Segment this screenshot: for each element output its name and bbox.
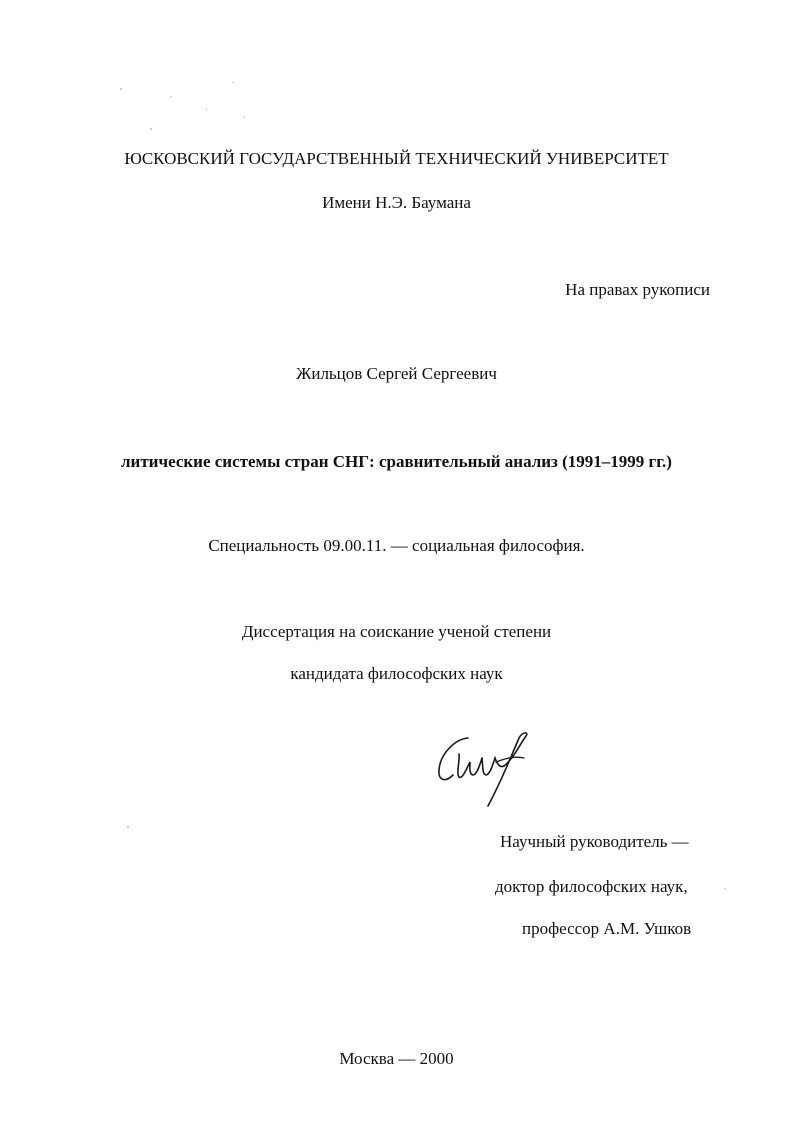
city-year: Москва — 2000 (339, 1049, 454, 1068)
scan-speck (120, 88, 122, 90)
rights-note: На правах рукописи (565, 280, 710, 299)
scan-speck (150, 128, 152, 130)
supervisor-name: профессор А.М. Ушков (522, 919, 692, 938)
specialty: Специальность 09.00.11. — социальная философия. (208, 536, 585, 555)
scan-speck (724, 888, 726, 889)
dissertation-title: литические системы стран СНГ: сравнительный анализ (1991–1999 гг.) (121, 452, 672, 471)
scan-speck (206, 108, 207, 110)
dissertation-degree-line-1: Диссертация на соискание ученой степени (241, 622, 552, 641)
author-name: Жильцов Сергей Сергеевич (296, 364, 497, 383)
scan-speck (244, 116, 245, 118)
scan-speck (232, 82, 234, 83)
scan-speck (127, 826, 129, 828)
university-name: ЮСКОВСКИЙ ГОСУДАРСТВЕННЫЙ ТЕХНИЧЕСКИЙ УНИВЕРСИТЕТ (124, 149, 669, 168)
university-named-after: Имени Н.Э. Баумана (322, 193, 471, 212)
dissertation-degree-line-2: кандидата философских наук (290, 664, 503, 683)
signature (428, 728, 540, 816)
supervisor-title: Научный руководитель — (500, 832, 689, 851)
supervisor-degree: доктор философских наук, (495, 877, 688, 896)
scan-speck (170, 96, 172, 97)
